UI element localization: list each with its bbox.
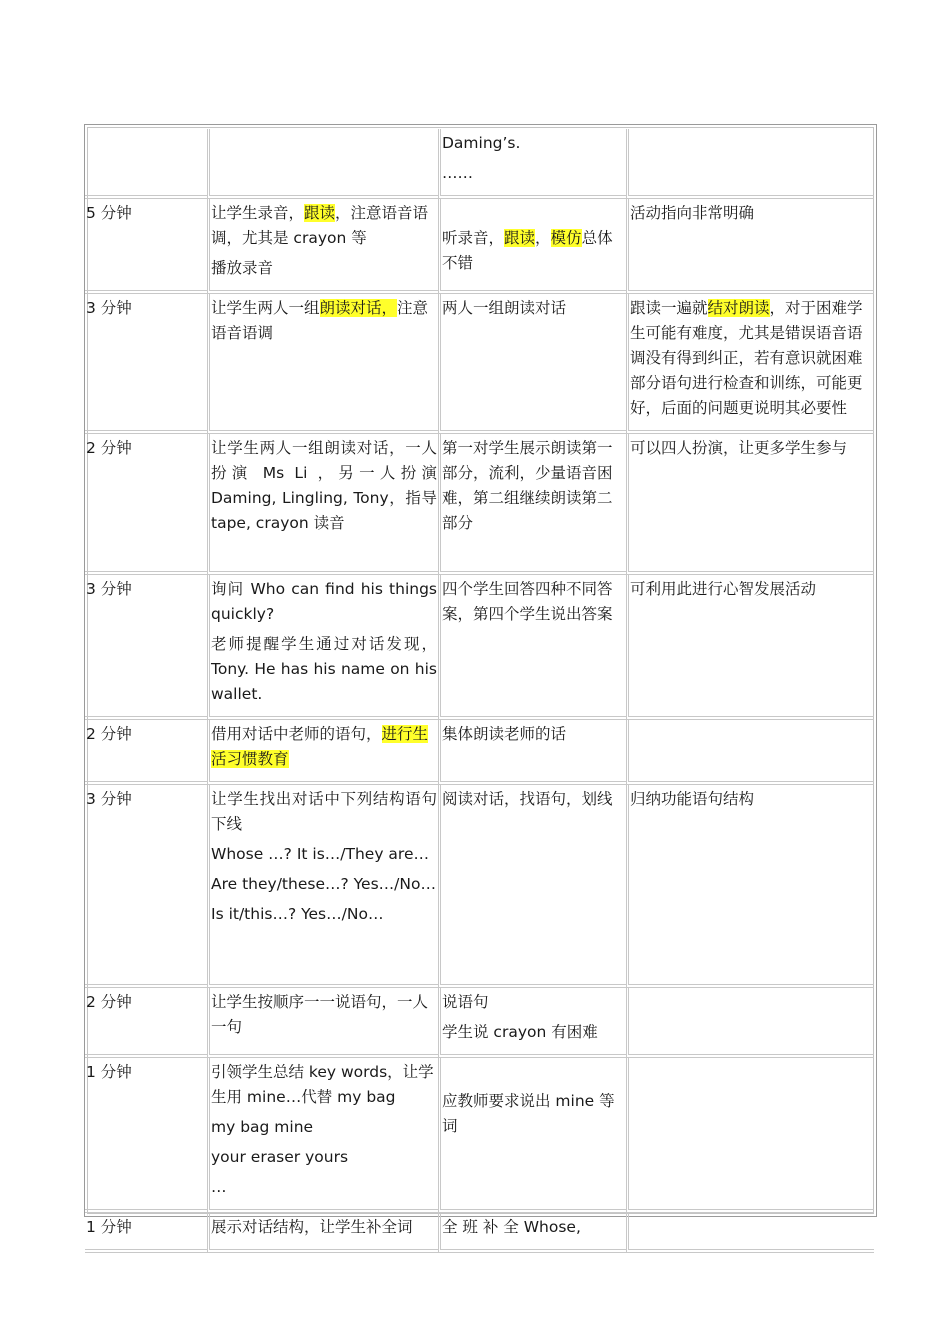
teacher-paragraph: [211, 722, 437, 772]
time-cell: [85, 294, 207, 434]
table-row: [85, 720, 874, 785]
notes-paragraph: [630, 296, 873, 421]
highlighted-text: 结对朗读: [707, 299, 770, 317]
time-cell: [85, 434, 207, 575]
teacher-cell: [207, 294, 438, 434]
student-paragraph: [442, 436, 625, 536]
teacher-paragraph: [211, 296, 437, 346]
student-cell: [438, 1058, 626, 1213]
student-text: 第一对学生展示朗读第一部分，流利，少量语音困难，第二组继续朗读第二部分: [442, 439, 613, 532]
time-cell: [85, 785, 207, 988]
notes-text: 跟读一遍就: [630, 299, 708, 317]
teacher-text: 展示对话结构，让学生补全词: [211, 1218, 413, 1236]
notes-cell: [626, 720, 874, 785]
student-text: 应教师要求说出 mine 等词: [442, 1092, 615, 1135]
teacher-text: 借用对话中老师的语句，: [211, 725, 382, 743]
duration-text: 1 分钟: [86, 1063, 132, 1081]
teacher-cell: [207, 199, 438, 294]
teacher-text: 引领学生总结 key words，让学生用 mine…代替 my bag: [211, 1063, 434, 1106]
teacher-cell: [207, 434, 438, 575]
student-paragraph: [442, 577, 625, 627]
notes-cell: [626, 1213, 874, 1253]
notes-cell: [626, 785, 874, 988]
teacher-text: Is it/this…? Yes…/No…: [211, 905, 384, 923]
notes-cell: [626, 129, 874, 199]
table-row: [85, 199, 874, 294]
student-cell: [438, 434, 626, 575]
notes-text: ，对于困难学生可能有难度，尤其是错误语音语调没有得到纠正，若有意识就困难部分语句进行检查和训练，可能更好，后面的问题更说明其必要性: [630, 299, 863, 417]
notes-cell: [626, 988, 874, 1058]
student-cell: [438, 294, 626, 434]
student-text: ，: [535, 229, 551, 247]
highlighted-text: 进行生活习惯教育: [211, 725, 429, 768]
highlighted-text: 模仿: [550, 229, 582, 247]
student-cell: [438, 988, 626, 1058]
time-cell: [85, 129, 207, 199]
time-cell: [85, 1058, 207, 1213]
teacher-text: 让学生找出对话中下列结构语句下线: [211, 790, 437, 833]
teacher-text: my bag mine: [211, 1118, 314, 1136]
lesson-table-frame: [84, 124, 877, 1236]
duration-text: 2 分钟: [86, 439, 132, 457]
student-text: 说语句: [442, 993, 489, 1011]
duration-text: 5 分钟: [86, 204, 132, 222]
teacher-text: 让学生按顺序一一说语句，一人一句: [211, 993, 429, 1036]
table-row: [85, 129, 874, 199]
teacher-paragraph: [211, 1175, 437, 1200]
notes-paragraph: [630, 436, 873, 461]
student-paragraph: [442, 131, 625, 156]
student-paragraph: [442, 787, 625, 812]
teacher-text: 让学生两人一组朗读对话，一人扮演 Ms Li ，另一人扮演 Daming, Lingling, Tony，指导 tape, crayon 读音: [211, 439, 437, 532]
student-cell: [438, 1213, 626, 1253]
student-paragraph: [442, 1089, 625, 1139]
table-row: [85, 575, 874, 720]
student-paragraph: [442, 1215, 625, 1240]
duration-text: 3 分钟: [86, 580, 132, 598]
teacher-paragraph: [211, 436, 437, 536]
teacher-text: 询问 Who can find his things quickly?: [211, 580, 437, 623]
student-text: 全 班 补 全 Whose,: [442, 1218, 581, 1236]
lesson-plan-table: [85, 129, 874, 1253]
student-cell: [438, 720, 626, 785]
student-text: 阅读对话，找语句，划线: [442, 790, 613, 808]
highlighted-text: 朗读对话，: [319, 299, 398, 317]
teacher-cell: [207, 988, 438, 1058]
teacher-paragraph: [211, 787, 437, 837]
student-text: 学生说 crayon 有困难: [442, 1023, 598, 1041]
highlighted-text: 跟读: [504, 229, 536, 247]
student-cell: [438, 575, 626, 720]
table-row: [85, 785, 874, 988]
student-cell: [438, 199, 626, 294]
teacher-paragraph: [211, 1145, 437, 1170]
table-body: [85, 129, 874, 1253]
teacher-paragraph: [211, 1060, 437, 1110]
teacher-paragraph: [211, 990, 437, 1040]
teacher-cell: [207, 1213, 438, 1253]
notes-paragraph: [630, 201, 873, 226]
notes-text: 归纳功能语句结构: [630, 790, 755, 808]
student-paragraph: [442, 296, 625, 321]
student-paragraph: [442, 1020, 625, 1045]
notes-text: 可利用此进行心智发展活动: [630, 580, 817, 598]
time-cell: [85, 1213, 207, 1253]
teacher-paragraph: [211, 256, 437, 281]
table-row: [85, 1058, 874, 1213]
teacher-paragraph: [211, 632, 437, 707]
time-cell: [85, 988, 207, 1058]
student-paragraph: [442, 990, 625, 1015]
teacher-cell: [207, 575, 438, 720]
duration-text: 3 分钟: [86, 299, 132, 317]
time-cell: [85, 575, 207, 720]
notes-paragraph: [630, 787, 873, 812]
teacher-paragraph: [211, 1215, 437, 1240]
highlighted-text: 跟读: [304, 204, 336, 222]
student-cell: [438, 129, 626, 199]
teacher-text: Are they/these…? Yes…/No…: [211, 875, 436, 893]
teacher-cell: [207, 1058, 438, 1213]
teacher-text: Whose …? It is…/They are…: [211, 845, 429, 863]
teacher-text: 注意语音语调: [211, 299, 429, 342]
notes-cell: [626, 294, 874, 434]
student-paragraph: [442, 722, 625, 747]
teacher-cell: [207, 785, 438, 988]
teacher-text: 播放录音: [211, 259, 274, 277]
notes-paragraph: [630, 577, 873, 602]
teacher-paragraph: [211, 1115, 437, 1140]
student-text: ……: [442, 164, 473, 182]
notes-cell: [626, 575, 874, 720]
teacher-cell: [207, 720, 438, 785]
student-text: 听录音，: [442, 229, 505, 247]
teacher-paragraph: [211, 902, 437, 927]
notes-cell: [626, 434, 874, 575]
student-paragraph: [442, 161, 625, 186]
student-text: Daming’s.: [442, 134, 521, 152]
teacher-paragraph: [211, 872, 437, 897]
notes-text: 活动指向非常明确: [630, 204, 755, 222]
duration-text: 2 分钟: [86, 725, 132, 743]
table-row: [85, 294, 874, 434]
student-cell: [438, 785, 626, 988]
teacher-cell: [207, 129, 438, 199]
duration-text: 3 分钟: [86, 790, 132, 808]
notes-cell: [626, 1058, 874, 1213]
duration-text: 1 分钟: [86, 1218, 132, 1236]
student-text: 两人一组朗读对话: [442, 299, 567, 317]
student-text: 总体不错: [442, 229, 613, 272]
time-cell: [85, 720, 207, 785]
table-row: [85, 1213, 874, 1253]
teacher-text: 老师提醒学生通过对话发现，Tony. He has his name on his wallet.: [211, 635, 437, 703]
teacher-text: your eraser yours: [211, 1148, 349, 1166]
table-row: [85, 988, 874, 1058]
teacher-text: 让学生两人一组: [211, 299, 320, 317]
teacher-paragraph: [211, 577, 437, 627]
duration-text: 2 分钟: [86, 993, 132, 1011]
teacher-paragraph: [211, 842, 437, 867]
teacher-text: ，注意语音语调，尤其是 crayon 等: [211, 204, 429, 247]
student-text: 四个学生回答四种不同答案，第四个学生说出答案: [442, 580, 613, 623]
student-text: 集体朗读老师的话: [442, 725, 567, 743]
notes-text: 可以四人扮演，让更多学生参与: [630, 439, 848, 457]
notes-cell: [626, 199, 874, 294]
teacher-text: …: [211, 1178, 227, 1196]
teacher-text: 让学生录音，: [211, 204, 305, 222]
teacher-paragraph: [211, 201, 437, 251]
student-paragraph: [442, 226, 625, 276]
table-row: [85, 434, 874, 575]
time-cell: [85, 199, 207, 294]
